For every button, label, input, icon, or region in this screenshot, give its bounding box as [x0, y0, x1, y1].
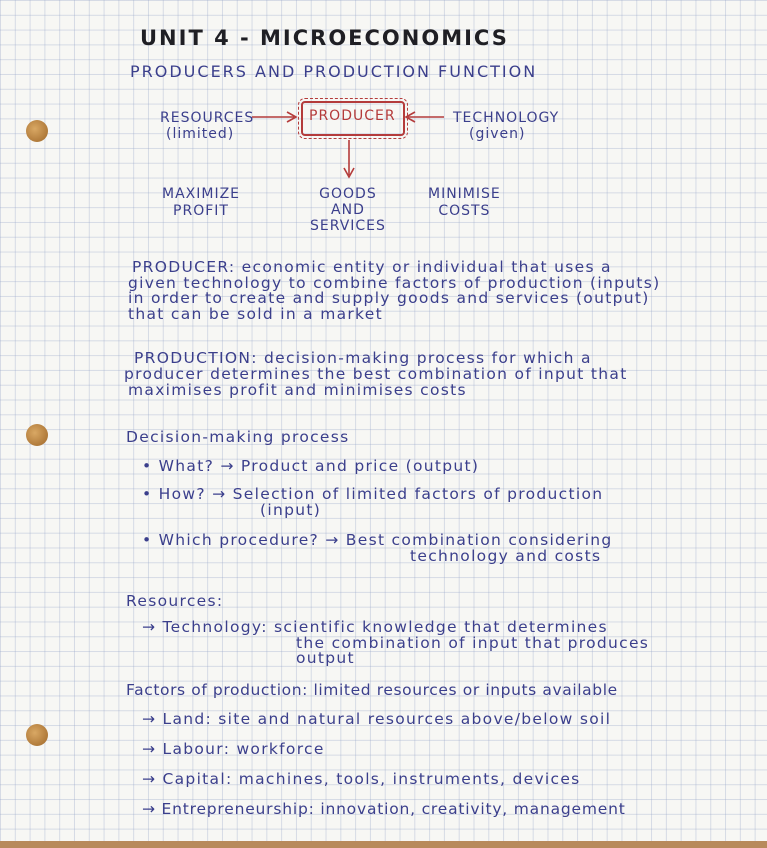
goods-and-services-label: GOODS AND SERVICES: [310, 186, 386, 234]
decision-how: • How? → Selection of limited factors of production (input): [142, 485, 604, 519]
factor-labour: → Labour: workforce: [142, 740, 325, 758]
factor-entrepreneurship: → Entrepreneurship: innovation, creativity, management: [142, 800, 626, 818]
maximize-profit-label: MAXIMIZE PROFIT: [162, 186, 241, 219]
page-title: UNIT 4 - MICROECONOMICS: [140, 26, 509, 50]
factors-heading: Factors of production: limited resources or inputs available: [126, 681, 618, 699]
decision-which: • Which procedure? → Best combination considering technology and costs: [142, 531, 613, 565]
resources-label: RESOURCES (limited): [160, 110, 255, 142]
production-definition: PRODUCTION: decision-making process for which a producer determines the best combination of input that maximises profit and minimises costs: [124, 349, 628, 399]
factor-land: → Land: site and natural resources above/below soil: [142, 710, 612, 728]
producer-definition: PRODUCER: economic entity or individual that uses a given technology to combine factors of production (inputs) in order to create and supply goods and services (output) that can be sold in a market: [128, 258, 661, 323]
section-subtitle: PRODUCERS AND PRODUCTION FUNCTION: [130, 62, 538, 81]
factor-capital: → Capital: machines, tools, instruments, devices: [142, 770, 581, 788]
producer-label: PRODUCER: [309, 108, 396, 124]
resources-heading: Resources:: [126, 592, 224, 610]
minimise-costs-label: MINIMISE COSTS: [428, 186, 501, 219]
decision-what: • What? → Product and price (output): [142, 457, 480, 475]
decision-heading: Decision-making process: [126, 428, 350, 446]
technology-label: TECHNOLOGY (given): [453, 110, 560, 142]
resources-technology: → Technology: scientific knowledge that determines the combination of input that produces output: [142, 618, 650, 667]
